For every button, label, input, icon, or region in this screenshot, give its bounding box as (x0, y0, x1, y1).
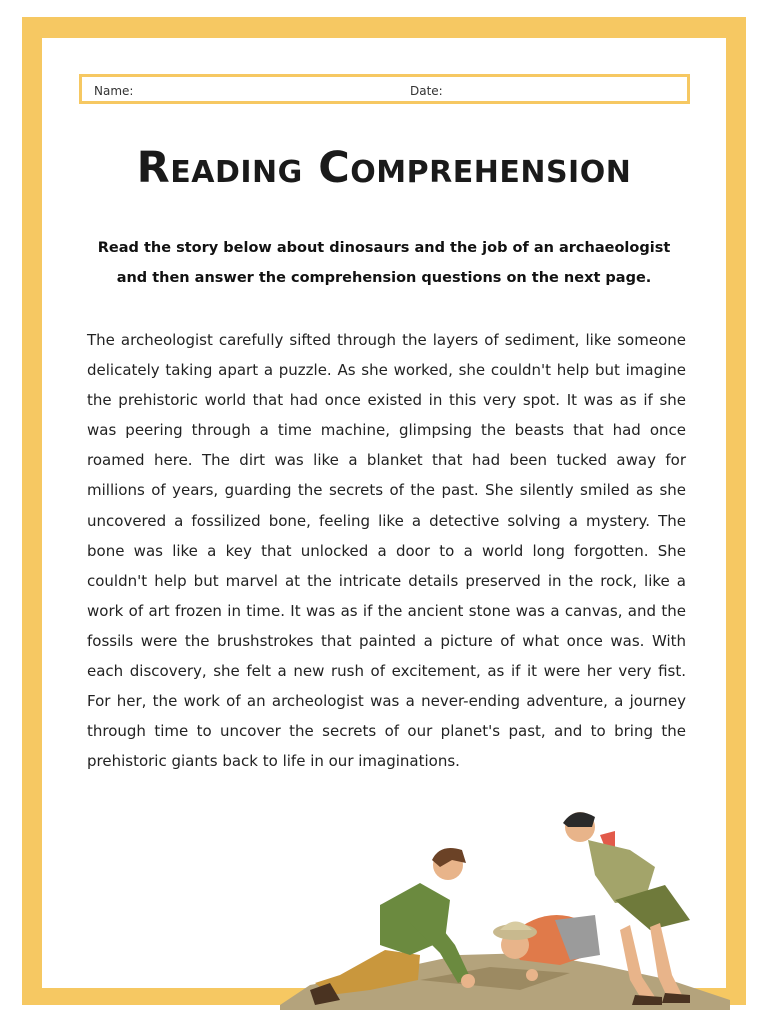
page-title: Reading Comprehension (136, 143, 632, 193)
name-field-label[interactable]: Name: (94, 84, 134, 98)
instructions: Read the story below about dinosaurs and the job of an archaeologist and then answer the comprehension questions on the next page. (97, 240, 671, 286)
story-text: The archeologist carefully sifted through the layers of sediment, like someone delicately taking apart a puzzle. As she worked, she couldn't help but imagine the prehistoric world that had once existed in this very spot. It was as if she was peering through a time machine, glimpsing the beasts that had once roamed here. The dirt was like a blanket that had been tucked away for millions of years, guarding the secrets of the past. She silently smiled as she uncovered a fossilized bone, feeling like a detective solving a mystery. The bone was like a key that unlocked a door to a world long forgotten. She couldn't help but marvel at the intricate details preserved in the rock, like a work of art frozen in time. It was as if the ancient stone was a canvas, and the fossils were the brushstrokes that painted a picture of what once was. With each discovery, she felt a new rush of excitement, as if it were her very fist. For her, the work of an archeologist was a never-ending adventure, a journey through time to uncover the secrets of our planet's past, and to bring the prehistoric giants back to life in our imaginations. (87, 331, 686, 771)
name-date-box (79, 74, 690, 104)
archaeologists-illustration (270, 805, 740, 1010)
date-field-label[interactable]: Date: (410, 84, 443, 98)
